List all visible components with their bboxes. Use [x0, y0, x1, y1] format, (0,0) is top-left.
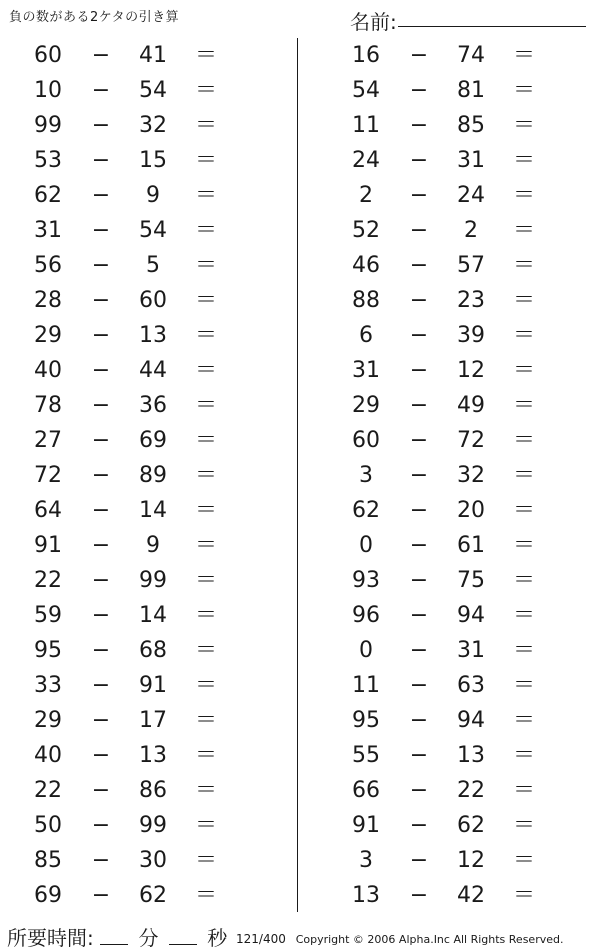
minuend: 40 [34, 358, 62, 383]
minuend: 53 [34, 148, 62, 173]
equals-sign: ＝ [512, 183, 535, 208]
equals-sign: ＝ [194, 743, 217, 768]
minuend: 6 [359, 323, 373, 348]
subtrahend: 94 [457, 708, 485, 733]
equals-sign: ＝ [512, 568, 535, 593]
subtrahend: 15 [139, 148, 167, 173]
subtrahend: 5 [146, 253, 160, 278]
minus-sign: − [91, 813, 111, 838]
subtrahend: 13 [139, 323, 167, 348]
problem-row [0, 633, 535, 668]
minus-sign: − [91, 78, 111, 103]
minuend: 69 [34, 883, 62, 908]
equals-sign: ＝ [512, 288, 535, 313]
equals-sign: ＝ [194, 603, 217, 628]
problem-row [0, 248, 535, 283]
equals-sign: ＝ [512, 463, 535, 488]
minus-sign: − [409, 218, 429, 243]
minuend: 11 [352, 673, 380, 698]
equals-sign: ＝ [194, 288, 217, 313]
minuend: 29 [34, 708, 62, 733]
minus-sign: − [409, 638, 429, 663]
footer-info [236, 932, 563, 946]
equals-sign: ＝ [194, 148, 217, 173]
equals-sign: ＝ [512, 253, 535, 278]
name-field-line [398, 26, 586, 27]
problem-row [0, 878, 535, 913]
subtrahend: 13 [139, 743, 167, 768]
subtrahend: 32 [457, 463, 485, 488]
subtrahend: 32 [139, 113, 167, 138]
minuend: 64 [34, 498, 62, 523]
equals-sign: ＝ [194, 323, 217, 348]
minus-sign: − [409, 393, 429, 418]
subtrahend: 81 [457, 78, 485, 103]
equals-sign: ＝ [512, 498, 535, 523]
subtrahend: 68 [139, 638, 167, 663]
minuend: 10 [34, 78, 62, 103]
minus-sign: − [409, 883, 429, 908]
problem-row [0, 493, 535, 528]
minuend: 27 [34, 428, 62, 453]
minus-sign: − [91, 183, 111, 208]
minuend: 96 [352, 603, 380, 628]
problem-row [0, 143, 535, 178]
problem-row [0, 808, 535, 843]
time-taken-label: 所要時間: [7, 926, 94, 950]
seconds-blank [169, 926, 197, 945]
equals-sign: ＝ [512, 393, 535, 418]
minus-sign: − [409, 848, 429, 873]
subtrahend: 13 [457, 743, 485, 768]
minuend: 60 [34, 43, 62, 68]
minuend: 3 [359, 463, 373, 488]
equals-sign: ＝ [194, 463, 217, 488]
problem-row [0, 773, 535, 808]
minus-sign: − [91, 778, 111, 803]
minus-sign: − [91, 603, 111, 628]
minuend: 0 [359, 638, 373, 663]
minus-sign: − [409, 498, 429, 523]
equals-sign: ＝ [194, 848, 217, 873]
problem-row [0, 843, 535, 878]
equals-sign: ＝ [194, 778, 217, 803]
minus-sign: − [409, 428, 429, 453]
subtrahend: 74 [457, 43, 485, 68]
subtrahend: 99 [139, 813, 167, 838]
minuend: 93 [352, 568, 380, 593]
minus-sign: − [409, 533, 429, 558]
minus-sign: − [409, 43, 429, 68]
equals-sign: ＝ [194, 673, 217, 698]
minus-sign: − [409, 183, 429, 208]
minus-sign: − [409, 288, 429, 313]
equals-sign: ＝ [512, 743, 535, 768]
minuend: 28 [34, 288, 62, 313]
minus-sign: − [91, 848, 111, 873]
problem-row [0, 353, 535, 388]
minuend: 56 [34, 253, 62, 278]
equals-sign: ＝ [194, 813, 217, 838]
problem-row [0, 563, 535, 598]
problem-row [0, 668, 535, 703]
minus-sign: − [409, 813, 429, 838]
subtrahend: 60 [139, 288, 167, 313]
minuend: 22 [34, 568, 62, 593]
equals-sign: ＝ [512, 603, 535, 628]
equals-sign: ＝ [512, 428, 535, 453]
subtrahend: 12 [457, 358, 485, 383]
problem-row [0, 423, 535, 458]
equals-sign: ＝ [194, 883, 217, 908]
equals-sign: ＝ [194, 253, 217, 278]
minuend: 85 [34, 848, 62, 873]
equals-sign: ＝ [512, 148, 535, 173]
subtrahend: 22 [457, 778, 485, 803]
subtrahend: 54 [139, 78, 167, 103]
subtrahend: 9 [146, 533, 160, 558]
minus-sign: − [409, 323, 429, 348]
minuend: 40 [34, 743, 62, 768]
subtrahend: 14 [139, 498, 167, 523]
equals-sign: ＝ [512, 673, 535, 698]
minus-sign: − [409, 778, 429, 803]
subtrahend: 44 [139, 358, 167, 383]
minuend: 66 [352, 778, 380, 803]
equals-sign: ＝ [194, 638, 217, 663]
minuend: 62 [34, 183, 62, 208]
subtrahend: 41 [139, 43, 167, 68]
minuend: 3 [359, 848, 373, 873]
minuend: 54 [352, 78, 380, 103]
problem-row [0, 598, 535, 633]
minuend: 95 [34, 638, 62, 663]
minuend: 29 [352, 393, 380, 418]
minuend: 91 [34, 533, 62, 558]
subtrahend: 36 [139, 393, 167, 418]
problem-row [0, 178, 535, 213]
minus-sign: − [409, 568, 429, 593]
subtrahend: 89 [139, 463, 167, 488]
minus-sign: − [409, 673, 429, 698]
equals-sign: ＝ [512, 778, 535, 803]
worksheet-title: 負の数がある2ケタの引き算 [9, 10, 180, 25]
page-number: 121/400 [236, 932, 286, 946]
minuend: 72 [34, 463, 62, 488]
problem-row [0, 528, 535, 563]
minus-sign: − [91, 113, 111, 138]
problems-right-column [0, 38, 535, 913]
subtrahend: 63 [457, 673, 485, 698]
minuend: 31 [34, 218, 62, 243]
minuend: 31 [352, 358, 380, 383]
minuend: 0 [359, 533, 373, 558]
equals-sign: ＝ [194, 218, 217, 243]
minus-sign: − [409, 358, 429, 383]
minus-sign: − [409, 148, 429, 173]
subtrahend: 99 [139, 568, 167, 593]
equals-sign: ＝ [194, 78, 217, 103]
equals-sign: ＝ [512, 43, 535, 68]
subtrahend: 61 [457, 533, 485, 558]
minus-sign: − [91, 708, 111, 733]
equals-sign: ＝ [194, 428, 217, 453]
minus-sign: − [409, 708, 429, 733]
minuend: 95 [352, 708, 380, 733]
minus-sign: − [91, 358, 111, 383]
subtrahend: 20 [457, 498, 485, 523]
problem-row [0, 318, 535, 353]
subtrahend: 9 [146, 183, 160, 208]
minus-sign: − [91, 673, 111, 698]
column-divider [297, 38, 298, 912]
minus-sign: − [91, 148, 111, 173]
equals-sign: ＝ [512, 78, 535, 103]
subtrahend: 31 [457, 638, 485, 663]
equals-sign: ＝ [512, 323, 535, 348]
minutes-unit: 分 [138, 926, 159, 950]
minus-sign: − [409, 78, 429, 103]
subtrahend: 94 [457, 603, 485, 628]
minus-sign: − [91, 43, 111, 68]
equals-sign: ＝ [194, 533, 217, 558]
minuend: 52 [352, 218, 380, 243]
minuend: 88 [352, 288, 380, 313]
minus-sign: − [409, 253, 429, 278]
subtrahend: 62 [139, 883, 167, 908]
minus-sign: − [91, 498, 111, 523]
equals-sign: ＝ [194, 183, 217, 208]
equals-sign: ＝ [512, 113, 535, 138]
minus-sign: − [91, 638, 111, 663]
minus-sign: − [91, 393, 111, 418]
minus-sign: − [409, 603, 429, 628]
equals-sign: ＝ [194, 708, 217, 733]
minuend: 60 [352, 428, 380, 453]
equals-sign: ＝ [194, 393, 217, 418]
minus-sign: − [91, 288, 111, 313]
problem-row [0, 38, 535, 73]
problem-row [0, 213, 535, 248]
problem-row [0, 458, 535, 493]
subtrahend: 54 [139, 218, 167, 243]
minus-sign: − [91, 253, 111, 278]
minus-sign: − [409, 743, 429, 768]
subtrahend: 12 [457, 848, 485, 873]
minutes-blank [100, 926, 128, 945]
minuend: 59 [34, 603, 62, 628]
subtrahend: 57 [457, 253, 485, 278]
subtrahend: 62 [457, 813, 485, 838]
minuend: 22 [34, 778, 62, 803]
subtrahend: 31 [457, 148, 485, 173]
minuend: 33 [34, 673, 62, 698]
subtrahend: 42 [457, 883, 485, 908]
equals-sign: ＝ [194, 498, 217, 523]
minuend: 62 [352, 498, 380, 523]
minuend: 55 [352, 743, 380, 768]
equals-sign: ＝ [512, 813, 535, 838]
subtrahend: 17 [139, 708, 167, 733]
minuend: 78 [34, 393, 62, 418]
equals-sign: ＝ [512, 638, 535, 663]
minuend: 24 [352, 148, 380, 173]
equals-sign: ＝ [194, 43, 217, 68]
equals-sign: ＝ [512, 848, 535, 873]
problem-row [0, 108, 535, 143]
subtrahend: 75 [457, 568, 485, 593]
minuend: 11 [352, 113, 380, 138]
minus-sign: − [91, 743, 111, 768]
equals-sign: ＝ [512, 708, 535, 733]
minuend: 2 [359, 183, 373, 208]
problem-row [0, 283, 535, 318]
minus-sign: − [91, 883, 111, 908]
subtrahend: 85 [457, 113, 485, 138]
minuend: 46 [352, 253, 380, 278]
minus-sign: − [409, 113, 429, 138]
minus-sign: − [91, 323, 111, 348]
subtrahend: 2 [464, 218, 478, 243]
minuend: 91 [352, 813, 380, 838]
minus-sign: − [91, 463, 111, 488]
equals-sign: ＝ [512, 533, 535, 558]
minuend: 50 [34, 813, 62, 838]
seconds-unit: 秒 [207, 926, 228, 950]
minus-sign: − [91, 428, 111, 453]
minus-sign: − [409, 463, 429, 488]
equals-sign: ＝ [194, 568, 217, 593]
subtrahend: 86 [139, 778, 167, 803]
time-taken [7, 922, 231, 951]
equals-sign: ＝ [512, 218, 535, 243]
equals-sign: ＝ [512, 358, 535, 383]
problem-row [0, 73, 535, 108]
problem-row [0, 388, 535, 423]
subtrahend: 30 [139, 848, 167, 873]
subtrahend: 91 [139, 673, 167, 698]
subtrahend: 69 [139, 428, 167, 453]
problem-row [0, 738, 535, 773]
subtrahend: 49 [457, 393, 485, 418]
minuend: 29 [34, 323, 62, 348]
problem-row [0, 703, 535, 738]
minus-sign: − [91, 568, 111, 593]
minuend: 99 [34, 113, 62, 138]
copyright-text: Copyright © 2006 Alpha.Inc All Rights Reserved. [295, 933, 564, 946]
subtrahend: 14 [139, 603, 167, 628]
subtrahend: 24 [457, 183, 485, 208]
equals-sign: ＝ [194, 113, 217, 138]
subtrahend: 23 [457, 288, 485, 313]
minus-sign: − [91, 533, 111, 558]
equals-sign: ＝ [194, 358, 217, 383]
name-label: 名前: [350, 10, 397, 34]
subtrahend: 72 [457, 428, 485, 453]
minuend: 13 [352, 883, 380, 908]
subtrahend: 39 [457, 323, 485, 348]
minus-sign: − [91, 218, 111, 243]
equals-sign: ＝ [512, 883, 535, 908]
minuend: 16 [352, 43, 380, 68]
